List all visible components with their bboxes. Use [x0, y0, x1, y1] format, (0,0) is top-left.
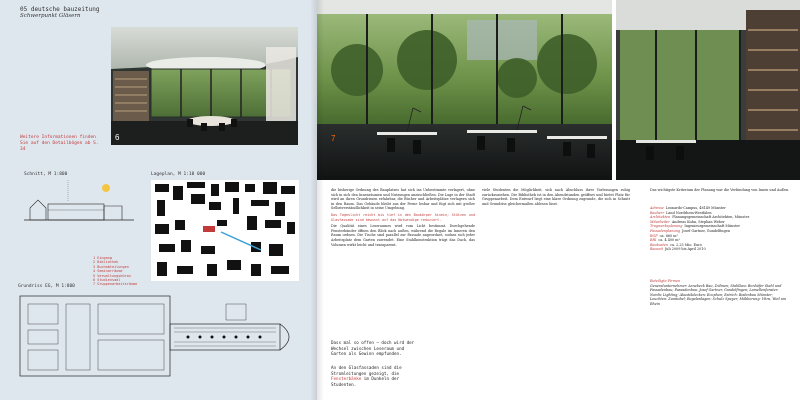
- participating-firms: [650, 279, 790, 306]
- right-page: [317, 0, 800, 400]
- fact-key: BGF: [650, 233, 658, 238]
- fact-value: Land Nordrhein-Westfalen: [666, 210, 712, 215]
- floor-plan-label: Grundriss EG, M 1:800: [18, 284, 75, 289]
- fact-key: Mitarbeiter: [650, 219, 670, 224]
- section-drawing: [24, 180, 134, 226]
- legend-item: 1 Eingang: [93, 256, 112, 260]
- highlight-paragraph: Das Tageslicht reicht bis tief in den Baukörper hinein; Stützen und Glasfassade sind bewusst auf das Notwendige reduziert.: [331, 212, 475, 222]
- body-paragraph: viele Studenten die Möglichkeit, sich nach Abschluss ihrer Vorlesungen ruhig zurückzuziehen. Die Bibliothek ist in den Abendstunden geöffnet und bietet Platz für Gruppenarbeit. Dem Entwurf liegt eine klare Ordnung zugrunde, die sich in Schnitt und Grundriss gleichermaßen ablesen lässt.: [482, 188, 630, 206]
- fact-value: Juli 2009 bis April 2010: [664, 247, 706, 252]
- interior-photo-strip-image: [616, 0, 800, 180]
- legend-item: 7 Gruppenarbeitsräume: [93, 282, 138, 287]
- firms-text: Generalunternehmer: Arnebeck Bau, Dülmen; Stahlbau: Bonhöfer Stahl und Fassadenbau; Fassadenbau: Josef Gartner, Gundelfingen; Lamellenfenster: Nordic Lighting; Akustikdecken: Ecophon; Estrich: Bodenbau Münster; Leuchten: Zumtobel; Regalanlagen: Schulz Speyer; Möblierung: Vitra, Weil am Rhein: [650, 283, 787, 306]
- fact-value: Josef Gartner, Gundelfingen: [682, 228, 730, 233]
- body-column-2: [482, 188, 630, 208]
- legend-item: 4 Seminarräume: [93, 269, 123, 274]
- legend-item: 5 Verwaltungsbüros: [93, 273, 131, 278]
- photo-number-6: 6: [115, 133, 120, 142]
- firms-title: Beteiligte Firmen: [650, 279, 681, 283]
- site-plan-label: Lageplan, M 1:10 000: [151, 172, 206, 177]
- body-paragraph: die bisherige Ordnung des Bauplatzes hat sich ins Unbestimmte verlagert, ohne sich in sich den Innenräumen und Nutzungen anzuschließen. Die Lage in der Stadt wird an ihren Grundrissen erfahrbar, die Bücher und Arbeitsplätze verlagern sich in den Raum. Das Gebäude bleibt aus der Ferne lesbar und fügt sich mit großer Selbstverständlichkeit in seine Umgebung.: [331, 188, 475, 211]
- legend-item: 6 Studiensaal: [93, 278, 121, 283]
- floor-plan-drawing: [18, 290, 300, 380]
- quote-highlight: Fensterbänke: [331, 376, 362, 382]
- section-label: Schnitt, M 1:800: [24, 172, 68, 177]
- site-plan-drawing: [151, 180, 299, 281]
- body-paragraph: Das wichtigste Kriterium der Planung war die Verbindung von Innen und Außen.: [650, 188, 790, 192]
- fact-value: ca. 2,25 Mio. Euro: [670, 242, 702, 247]
- pull-quote-2: [331, 365, 421, 387]
- interior-photo-large-image: [317, 0, 612, 180]
- fact-key: Tragwerksplanung: [650, 224, 683, 229]
- info-note: Weitere Informationen finden Sie auf den Detailbögen ab S. 34: [20, 135, 99, 152]
- interior-photo-strip: [616, 0, 800, 180]
- legend-item: 2 Bibliothek: [93, 260, 119, 265]
- body-paragraph: Die Qualität eines Leseraumes wird vom Licht bestimmt. Durchgehende Fensterbänder öffnen den Blick nach außen, während die Regale im Inneren den Raum ordnen. Die Tische sind parallel zur Fassade angeordnet, sodass sich jeder Arbeitsplatz dem Garten zuwendet. Eine Stahlkonstruktion trägt das Dach, das Volumen wirkt leicht und transparent.: [331, 224, 475, 247]
- interior-photo-small: [111, 27, 298, 145]
- fact-key: Architekten: [650, 215, 671, 220]
- fact-value: Ingenieurgemeinschaft Münster: [684, 224, 740, 229]
- quote-text: im Dunkeln der Studenten.: [331, 376, 400, 387]
- legend: [93, 256, 137, 287]
- project-facts: [650, 206, 790, 252]
- fact-key: Fassadenplanung: [650, 228, 681, 233]
- body-column-3: [650, 188, 790, 195]
- left-page: [0, 0, 317, 400]
- sun-icon: [102, 184, 110, 192]
- body-column-1: [331, 188, 475, 249]
- interior-photo-large: [317, 0, 612, 180]
- fact-value: Planungsgemeinschaft Architekten, Münster: [672, 215, 750, 220]
- section-number: 05 deutsche bauzeitung: [20, 6, 100, 13]
- fact-value: Andreas Kuhn, Stephan Weber: [671, 219, 725, 224]
- legend-item: 3 Buchabteilungen: [93, 264, 129, 269]
- fact-key: Bauzeit: [650, 247, 663, 252]
- interior-photo-small-image: [111, 27, 298, 145]
- pull-quote-1: Dass mal so offen – doch wird der Wechsel zwischen Leseraum und Garten als Gewinn empfunden.: [331, 340, 415, 357]
- quote-text: An den Glasfassaden sind die Stromleitungen gezeigt, die: [331, 365, 402, 376]
- fact-value: ca. 860 m²: [659, 233, 678, 238]
- section-subtitle: Schwerpunkt Gläsern: [20, 13, 81, 19]
- photo-number-7: 7: [331, 134, 336, 143]
- fact-key: Adresse: [650, 206, 664, 210]
- fact-key: Bauherr: [650, 210, 665, 215]
- site-highlight: [203, 226, 215, 232]
- fact-key: BRI: [650, 238, 657, 243]
- fact-row: [650, 247, 790, 252]
- fact-value: Leonardo-Campus, 48149 Münster: [665, 206, 726, 210]
- fact-value: ca. 4 400 m³: [658, 238, 680, 243]
- fact-key: Baukosten: [650, 242, 669, 247]
